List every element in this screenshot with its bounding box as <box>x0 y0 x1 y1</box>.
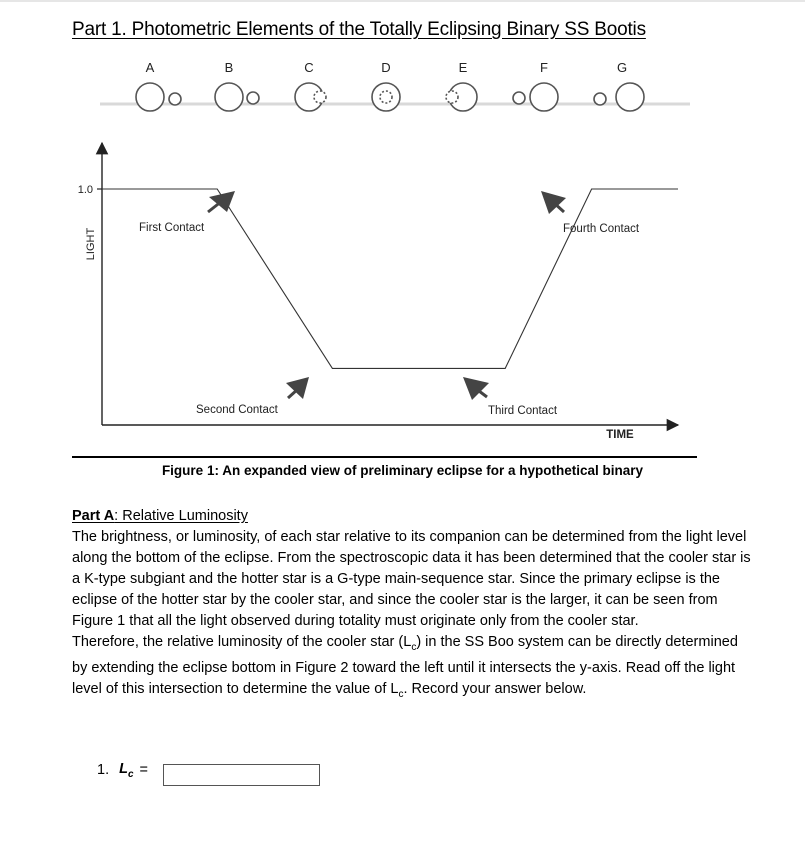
part-a-heading <box>72 506 752 527</box>
light-curve-line <box>102 189 678 368</box>
phase-diagram-a <box>136 83 181 111</box>
lc-answer-input[interactable] <box>163 764 320 786</box>
first-contact-arrow <box>208 191 235 212</box>
first-contact-label: First Contact <box>139 222 205 234</box>
question-number: 1. <box>97 762 110 779</box>
phase-diagram-g <box>594 83 644 111</box>
part-a-paragraph-1: The brightness, or luminosity, of each star relative to its companion can be determined from the light level along the bottom of the eclipse. From the spectroscopic data it has been determined that the cooler star is a K-type subgiant and the hotter star is a G-type main-sequence star. Since the primary eclipse is the eclipse of the hotter star by the cooler star, and since the cooler star is the larger, it can be seen from Figure 1 that all the light observed during totality must originate only from the cooler star. <box>72 529 751 629</box>
phase-label-d: D <box>381 60 391 75</box>
y-tick-label: 1.0 <box>77 184 93 196</box>
phase-label-a: A <box>145 60 155 75</box>
part-a-heading-label: Part A <box>72 508 115 524</box>
x-axis-label: TIME <box>606 429 634 441</box>
third-contact-arrow <box>463 377 489 400</box>
second-contact-label: Second Contact <box>196 404 278 416</box>
fourth-contact-arrow <box>541 191 566 214</box>
phase-diagram-f <box>513 83 558 111</box>
phase-label-e: E <box>458 60 468 75</box>
phase-label-b: B <box>224 60 234 75</box>
phase-diagram-e <box>446 83 477 111</box>
fourth-contact-label: Fourth Contact <box>563 223 640 235</box>
phase-diagram-d <box>372 83 400 111</box>
phase-label-g: G <box>616 60 628 75</box>
lc-label: $L_c$ <box>119 761 134 780</box>
phase-diagram-b <box>215 83 259 111</box>
phase-label-f: F <box>540 60 548 75</box>
part-a-heading-title: : Relative Luminosity <box>114 508 248 524</box>
y-axis-label: LIGHT <box>85 227 97 261</box>
second-contact-arrow <box>286 377 309 399</box>
answer-row <box>97 761 148 780</box>
page-title: Part 1. Photometric Elements of the Totally Eclipsing Binary SS Bootis <box>72 19 646 40</box>
phase-diagram-c <box>295 83 326 111</box>
caption-rule <box>72 456 697 458</box>
equals-sign: = <box>139 762 148 779</box>
part-a-paragraph-2: Therefore, the relative luminosity of the cooler star $(L_c)$ in the SS Boo system can be directly determined by extending the eclipse bottom in Figure 2 toward the left until it intersects the y-axis. Read off the light level of this intersection to determine the value of $L_c$. Record your answer below. <box>72 634 738 700</box>
part-a-section <box>72 506 752 705</box>
third-contact-label: Third Contact <box>488 405 558 417</box>
phase-label-c: C <box>304 60 314 75</box>
figure-caption: Figure 1: An expanded view of preliminary eclipse for a hypothetical binary <box>161 463 644 478</box>
